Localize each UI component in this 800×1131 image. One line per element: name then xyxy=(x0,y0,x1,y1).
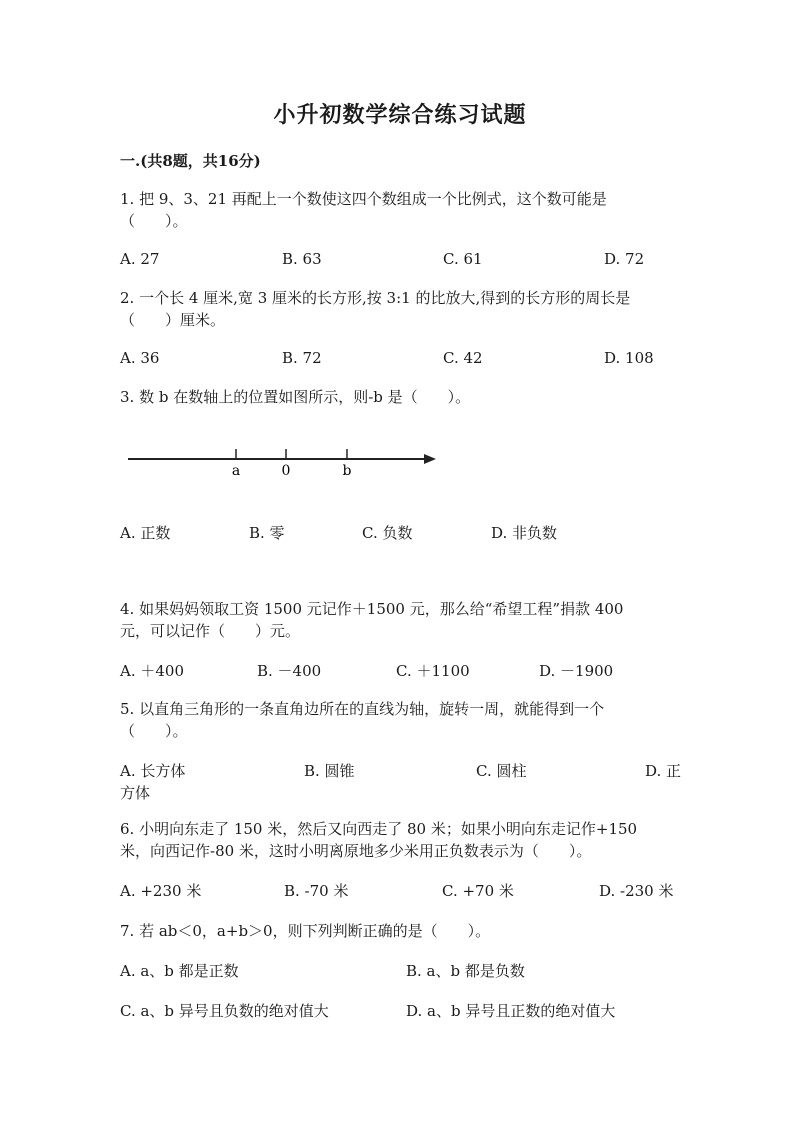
question-text-line: （ ）厘米。 xyxy=(120,311,226,329)
question-text-line: 7. 若 ab＜0，a+b＞0，则下列判断正确的是（ ）。 xyxy=(120,922,491,940)
question-text-line: 1. 把 9、3、21 再配上一个数使这四个数组成一个比例式，这个数可能是 xyxy=(120,190,607,208)
question-5 xyxy=(120,698,680,742)
option-d: D. 72 xyxy=(604,250,645,268)
option-b: B. －400 xyxy=(257,662,322,680)
option-c: C. ＋1100 xyxy=(396,662,470,680)
option-b: B. a、b 都是负数 xyxy=(406,962,525,980)
option-b: B. -70 米 xyxy=(284,882,349,900)
option-d: D. 108 xyxy=(604,349,654,367)
question-text-line: 米，向西记作-80 米，这时小明离原地多少米用正负数表示为（ ）。 xyxy=(120,842,592,860)
page-title: 小升初数学综合练习试题 xyxy=(273,102,527,128)
label-a: a xyxy=(231,463,241,479)
question-text-line: 5. 以直角三角形的一条直角边所在的直线为轴，旋转一周，就能得到一个 xyxy=(120,700,605,718)
option-b: B. 圆锥 xyxy=(304,762,355,780)
option-a: A. 正数 xyxy=(120,524,171,542)
option-c: C. a、b 异号且负数的绝对值大 xyxy=(120,1002,329,1020)
question-6 xyxy=(120,818,680,862)
option-b: B. 72 xyxy=(282,349,322,367)
option-c: C. 42 xyxy=(443,349,483,367)
option-d: D. -230 米 xyxy=(599,882,674,900)
option-a: A. 27 xyxy=(120,250,160,268)
option-d-continued: 方体 xyxy=(120,784,151,802)
option-c: C. +70 米 xyxy=(442,882,514,900)
question-3 xyxy=(120,386,680,408)
option-d: D. 正 xyxy=(645,762,682,780)
option-a: A. ＋400 xyxy=(120,662,184,680)
question-text-line: 6. 小明向东走了 150 米，然后又向西走了 80 米；如果小明向东走记作+150 xyxy=(120,820,638,838)
number-line-arrow xyxy=(424,454,436,464)
question-text-line: 3. 数 b 在数轴上的位置如图所示，则-b 是（ ）。 xyxy=(120,388,471,406)
option-c: C. 61 xyxy=(443,250,483,268)
option-a: A. a、b 都是正数 xyxy=(120,962,239,980)
question-text-line: 元，可以记作（ ）元。 xyxy=(120,622,301,640)
option-d: D. a、b 异号且正数的绝对值大 xyxy=(406,1002,616,1020)
option-a: A. 长方体 xyxy=(120,762,186,780)
option-a: A. 36 xyxy=(120,349,160,367)
question-text-line: 4. 如果妈妈领取工资 1500 元记作＋1500 元，那么给“希望工程”捐款 400 xyxy=(120,600,624,618)
question-2 xyxy=(120,287,680,331)
question-4 xyxy=(120,598,680,642)
option-b: B. 零 xyxy=(249,524,285,542)
section-heading: 一.(共8题，共16分) xyxy=(120,152,261,170)
question-1 xyxy=(120,188,680,232)
option-c: C. 圆柱 xyxy=(476,762,527,780)
option-b: B. 63 xyxy=(282,250,322,268)
label-b: b xyxy=(342,463,352,479)
question-text-line: （ ）。 xyxy=(120,722,188,740)
label-zero: 0 xyxy=(281,463,291,479)
option-d: D. 非负数 xyxy=(491,524,558,542)
number-line-figure xyxy=(120,440,450,480)
question-text-line: 2. 一个长 4 厘米,宽 3 厘米的长方形,按 3:1 的比放大,得到的长方形的周长是 xyxy=(120,289,631,307)
option-c: C. 负数 xyxy=(362,524,413,542)
question-7 xyxy=(120,920,680,942)
option-a: A. +230 米 xyxy=(120,882,202,900)
option-d: D. －1900 xyxy=(539,662,614,680)
question-text-line: （ ）。 xyxy=(120,212,188,230)
